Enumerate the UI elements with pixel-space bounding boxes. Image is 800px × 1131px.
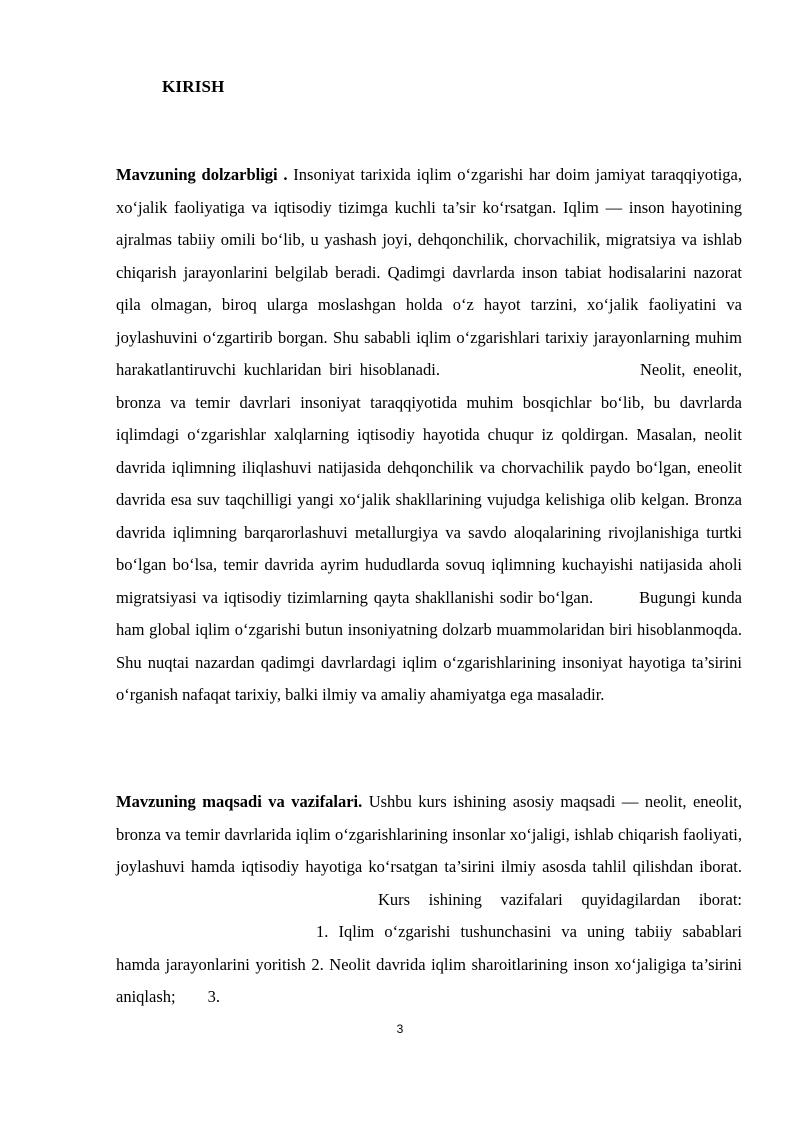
task-item-1: 1. Iqlim o‘zgarishi tushunchasini va uning tabiiy sabablari hamda jarayonlarini yoritish bbox=[116, 922, 742, 974]
relevance-text-intro: Insoniyat tarixida iqlim o‘zgarishi har doim jamiyat taraqqiyotiga, xo‘jalik faoliyatiga va iqtisodiy tizimga kuchli ta’sir ko‘rsatgan. Iqlim — inson hayotining ajralmas tabiiy omili bo‘lib, u yashash joyi, dehqonchilik, chorvachilik, migratsiya va ishlab chiqarish jarayonlarini belgilab beradi. Qadimgi davrlarda inson tabiat hodisalarini nazorat qila olmagan, biroq ularga moslashgan holda o‘z hayot tarzini, xo‘jalik faoliyatini va joylashuvini o‘zgartirib borgan. Shu sababli iqlim o‘zgarishlari tarixiy jarayonlarning muhim harakatlantiruvchi kuchlaridan biri hisoblanadi. bbox=[116, 165, 742, 379]
goals-text-aim: Ushbu kurs ishining asosiy maqsadi — neolit, eneolit, bronza va temir davrlarida iqlim o‘zgarishlarining insonlar xo‘jaligi, ishlab chiqarish faoliyati, joylashuvi hamda iqtisodiy hayotiga ko‘rsatgan ta’sirini ilmiy asosda tahlil qilishdan iborat. bbox=[116, 792, 743, 876]
relevance-text-today: Bugungi kunda ham global iqlim o‘zgarishi butun insoniyatning dolzarb muammolaridan biri hisoblanmoqda. Shu nuqtai nazardan qadimgi davrlardagi iqlim o‘zgarishlarining insoniyat hayotiga ta’sirini o‘rganish nafaqat tarixiy, balki ilmiy va amaliy ahamiyatga ega masaladir. bbox=[116, 587, 743, 704]
page-number: 3 bbox=[396, 1022, 404, 1036]
task-item-3: 3. bbox=[207, 987, 220, 1006]
relevance-text-periods: Neolit, eneolit, bronza va temir davrlari insoniyat taraqqiyotida muhim bosqichlar bo‘lib, bu davrlarda iqlimdagi o‘zgarishlar xalqlarning iqtisodiy hayotida chuqur iz qoldirgan. Masalan, neolit davrida iqlimning iliqlashuvi natijasida dehqonchilik va chorvachilik paydo bo‘lgan, eneolit davrida esa suv taqchilligi yangi xo‘jalik shakllarining vujudga kelishiga olib kelgan. Bronza davrida iqlimning barqarorlashuvi metallurgiya va savdo aloqalarining rivojlanishiga turtki bo‘lgan bo‘lsa, temir davrida ayrim hududlarda sovuq iqlimning kuchayishi natijasida aholi migratsiyasi va iqtisodiy tizimlarning qayta shakllanishi sodir bo‘lgan. bbox=[116, 360, 742, 607]
page-title: KIRISH bbox=[162, 77, 225, 96]
relevance-paragraph bbox=[116, 159, 742, 712]
relevance-heading: Mavzuning dolzarbligi . bbox=[116, 165, 288, 184]
goals-heading: Mavzuning maqsadi va vazifalari. bbox=[116, 792, 363, 811]
goals-text-tasks: Kurs ishining vazifalari quyidagilardan iborat: bbox=[378, 889, 742, 909]
task-item-2: 2. Neolit davrida iqlim sharoitlarining inson xo‘jaligiga ta’sirini aniqlash; bbox=[116, 954, 743, 1006]
goals-paragraph bbox=[116, 786, 742, 1014]
